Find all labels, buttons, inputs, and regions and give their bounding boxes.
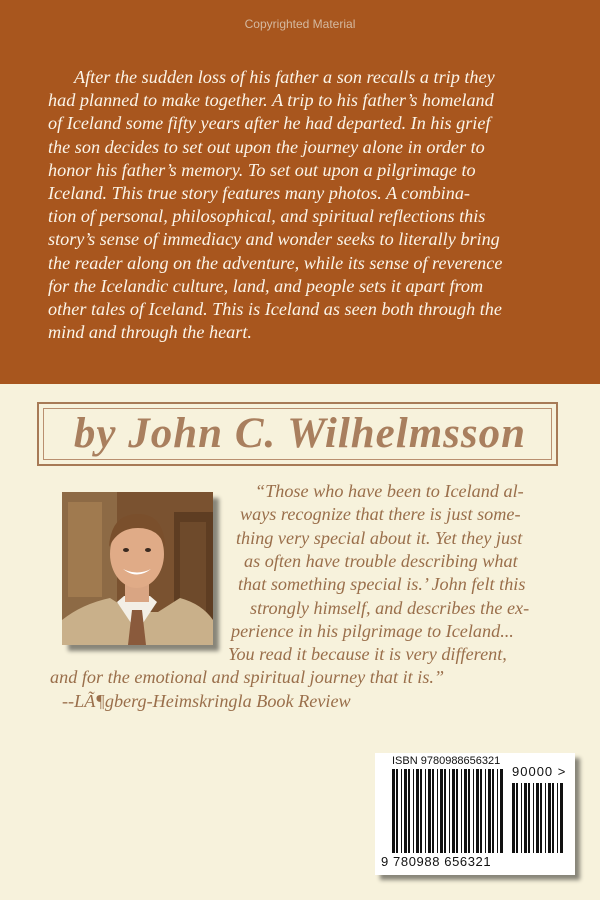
blurb-line: had planned to make together. A trip to his father’s homeland	[48, 90, 494, 111]
blurb-line: for the Icelandic culture, land, and people sets it apart from	[48, 275, 484, 296]
author-name: by John C. Wilhelmsson	[73, 410, 527, 457]
quote-line: strongly himself, and describes the ex-	[250, 597, 530, 618]
quote-attribution: --LÃ¶gberg-Heimskringla Book Review	[62, 690, 351, 711]
quote-line: You read it because it is very different,	[228, 644, 507, 665]
blurb-line: other tales of Iceland. This is Iceland as seen both through the	[48, 299, 502, 320]
blurb-line: tion of personal, philosophical, and spiritual reflections this	[48, 206, 486, 227]
watermark-top: Copyrighted Material	[244, 17, 356, 31]
blurb-line: After the sudden loss of his father a son recalls a trip they	[74, 67, 495, 87]
quote-line: and for the emotional and spiritual journey that it is.”	[50, 667, 445, 688]
blurb-line: story’s sense of immediacy and wonder seeks to literally bring	[48, 229, 500, 250]
blurb-line: the reader along on the adventure, while its sense of reverence	[48, 252, 503, 273]
price-code: 90000 >	[512, 764, 567, 779]
isbn-label: ISBN 9780988656321	[392, 755, 501, 767]
isbn-barcode	[375, 753, 575, 875]
quote-line: thing very special about it. Yet they just	[236, 527, 523, 548]
quote-line: “Those who have been to Iceland al-	[255, 481, 524, 501]
quote-line: perience in his pilgrimage to Iceland...	[231, 620, 514, 641]
isbn-digits: 9 780988 656321	[381, 854, 492, 869]
quote-line: ways recognize that there is just some-	[240, 504, 521, 525]
blurb-line: Iceland. This true story features many photos. A combina-	[48, 183, 470, 204]
blurb-line: the son decides to set out upon the journey alone in order to	[48, 136, 485, 157]
blurb-line: honor his father’s memory. To set out upon a pilgrimage to	[48, 159, 476, 180]
book-blurb	[48, 66, 558, 344]
author-photo	[62, 492, 213, 645]
quote-line: that something special is.’ John felt this	[238, 574, 526, 595]
blurb-line: mind and through the heart.	[48, 322, 252, 343]
blurb-line: of Iceland some fifty years after he had departed. In his grief	[48, 113, 491, 134]
quote-line: as often have trouble describing what	[244, 550, 518, 571]
